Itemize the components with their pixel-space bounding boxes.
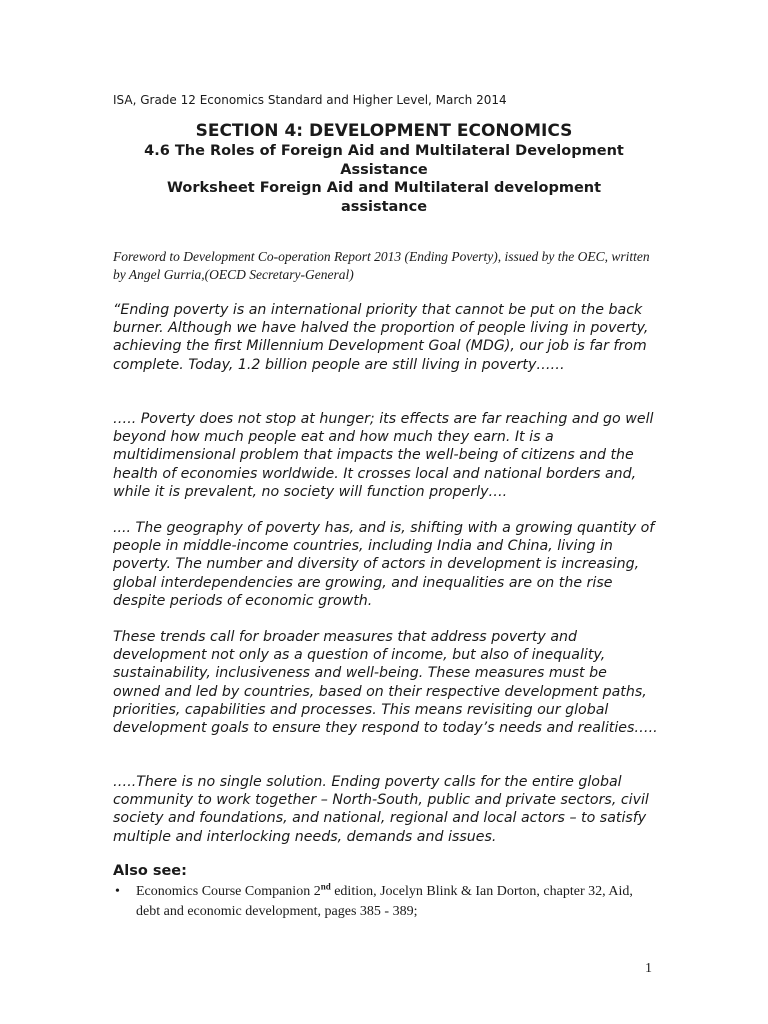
ordinal-superscript: nd	[320, 881, 331, 892]
document-header: ISA, Grade 12 Economics Standard and Higher Level, March 2014	[113, 93, 507, 107]
quote-paragraph-2: ….. Poverty does not stop at hunger; its effects are far reaching and go well beyond how much people eat and how much they earn. It is a multidimensional problem that impacts the well-being of citizens and the health of economies worldwide. It crosses local and national borders and, while it is prevalent, no society will function properly….	[113, 411, 654, 500]
worksheet-title-line-1: Worksheet Foreign Aid and Multilateral development	[166, 180, 602, 196]
reference-list	[113, 882, 658, 922]
quote-paragraph-1: “Ending poverty is an international priority that cannot be put on the back burner. Although we have halved the proportion of people living in poverty, achieving the first Millennium Development Goal (MDG), our job is far from complete. Today, 1.2 billion people are still living in poverty……	[113, 302, 649, 373]
page-number: 1	[645, 961, 652, 976]
bullet-icon: •	[115, 884, 120, 899]
list-item	[113, 882, 658, 922]
reference-text-part-1: Economics Course Companion 2	[136, 884, 321, 899]
foreword-citation: Foreword to Development Co-operation Report 2013 (Ending Poverty), issued by the OEC, written by Angel Gurria,(OECD Secretary-General)	[113, 249, 650, 282]
reference-text-part-2: edition, Jocelyn Blink & Ian Dorton, chapter 32, Aid, debt and economic development, pages 385 - 389;	[136, 884, 633, 919]
quote-paragraph-3: .... The geography of poverty has, and is, shifting with a growing quantity of people in middle-income countries, including India and China, living in poverty. The number and diversity of actors in development is increasing, global interdependencies are growing, and inequalities are on the rise despite periods of economic growth.	[113, 520, 655, 609]
title-block	[100, 120, 668, 216]
quote-paragraph-4: These trends call for broader measures that address poverty and development not only as a question of income, but also of inequality, sustainability, inclusiveness and well-being. These measures must be owned and led by countries, based on their respective development paths, priorities, capabilities and processes. This means revisiting our global development goals to ensure they respond to today’s needs and realities…..	[113, 629, 658, 737]
topic-title-line-1: 4.6 The Roles of Foreign Aid and Multilateral Development	[144, 143, 624, 159]
worksheet-title-line-2: assistance	[340, 198, 428, 215]
quote-paragraph-5: …..There is no single solution. Ending poverty calls for the entire global community to work together – North-South, public and private sectors, civil society and foundations, and national, regional and local actors – to satisfy multiple and interlocking needs, demands and issues.	[113, 774, 649, 845]
topic-title-line-2: Assistance	[340, 161, 428, 178]
also-see-heading: Also see:	[113, 863, 187, 879]
section-title: SECTION 4: DEVELOPMENT ECONOMICS	[195, 121, 573, 141]
